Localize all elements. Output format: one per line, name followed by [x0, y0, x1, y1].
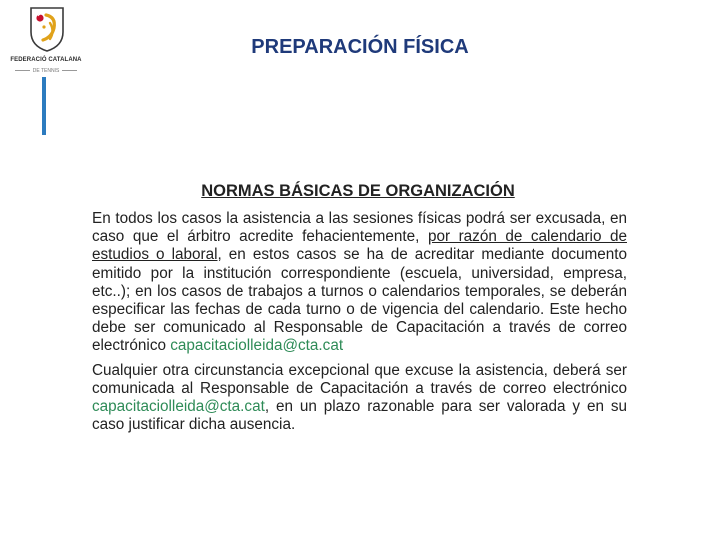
paragraph2-text-start: Cualquier otra circunstancia excepcional que excuse la asistencia, deberá ser comunicada al Responsable de Capacitación a través de correo electrónico	[92, 361, 627, 397]
logo-subtitle-text: DE TENNIS	[8, 68, 84, 74]
section-title: NORMAS BÁSICAS DE ORGANIZACIÓN	[201, 182, 515, 200]
tennis-player-emblem-icon	[28, 6, 66, 52]
paragraph2-text-end: , en un plazo razonable para ser valorada y en su caso justificar dicha ausencia.	[92, 398, 627, 434]
paragraph1-text-start: En todos los casos la asistencia a las sesiones físicas podrá ser excusada, en caso que el árbitro acredite fehacientemente,	[92, 210, 627, 246]
paragraph1-underlined-text: por razón de calendario de estudios o laboral	[92, 228, 627, 264]
email-link[interactable]: capacitaciolleida@cta.cat	[92, 398, 265, 416]
federation-logo	[8, 6, 84, 72]
page-title: PREPARACIÓN FÍSICA	[251, 36, 469, 58]
accent-bar	[42, 77, 46, 135]
body-text	[92, 210, 627, 440]
paragraph-attendance-excuse	[92, 210, 627, 356]
paragraph1-text-end: , en estos casos se ha de acreditar mediante documento emitido por la institución correspondiente (escuela, universidad, empresa, etc..); en los casos de trabajos a turnos o calendarios temporales, se deberán especificar las fechas de cada turno o de vigencia del calendario. Este hecho debe ser comunicado al Responsable de Capacitación a través de correo electrónico	[92, 246, 627, 355]
logo-name-text: FEDERACIÓ CATALANA	[10, 57, 82, 63]
email-link[interactable]: capacitaciolleida@cta.cat	[170, 337, 344, 355]
paragraph-other-circumstances	[92, 362, 627, 435]
